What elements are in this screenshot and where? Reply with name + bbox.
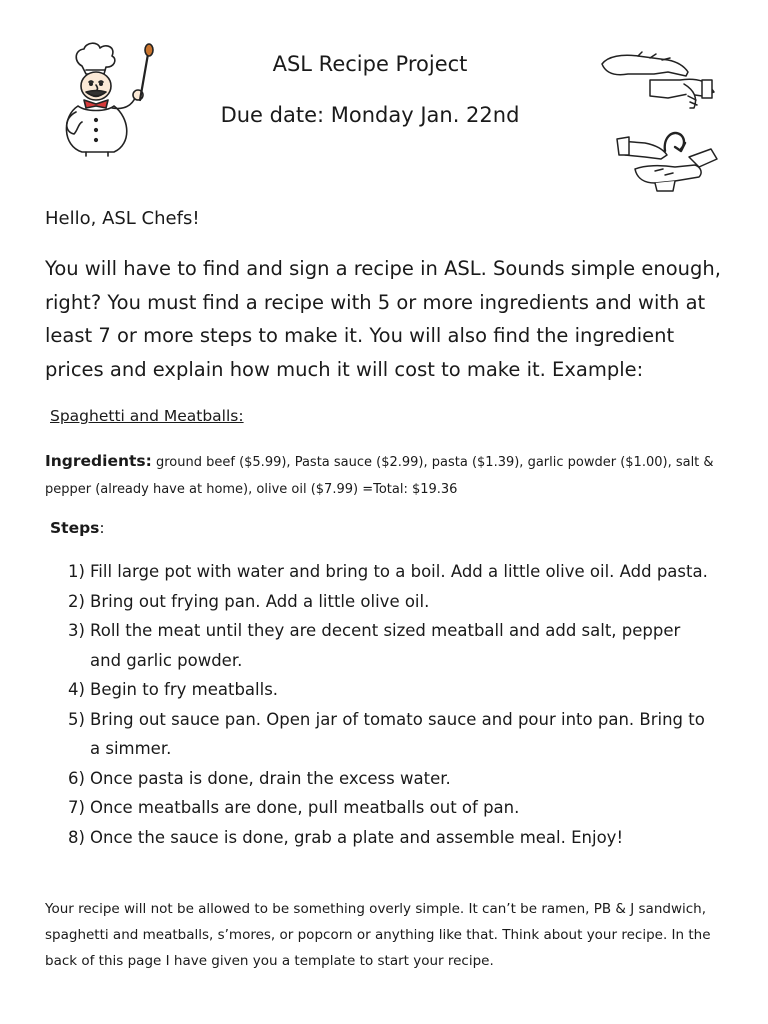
list-item <box>0 616 710 675</box>
list-item <box>0 587 710 617</box>
steps-heading <box>50 517 105 539</box>
list-item <box>0 823 710 853</box>
ingredients-text: ground beef ($5.99), Pasta sauce ($2.99), pasta ($1.39), garlic powder ($1.00), salt & pepper (already have at home), olive oil ($7.99) =Total: $19.36 <box>45 455 714 497</box>
step-number: 3) <box>68 621 85 640</box>
list-item <box>0 764 710 794</box>
step-number: 2) <box>68 591 85 611</box>
step-number: 5) <box>68 709 85 729</box>
step-number: 4) <box>68 680 85 699</box>
step-text: Once meatballs are done, pull meatballs out of pan. <box>90 798 520 817</box>
step-text: Begin to fry meatballs. <box>90 680 279 699</box>
list-item <box>0 675 710 705</box>
example-recipe-title: Spaghetti and Meatballs: <box>50 407 244 425</box>
ingredients-label: Ingredients: <box>45 452 152 470</box>
step-text: Once pasta is done, drain the excess water. <box>90 768 451 788</box>
step-number: 6) <box>68 768 85 788</box>
footer-note: Your recipe will not be allowed to be something overly simple. It can’t be ramen, PB & J sandwich, spaghetti and meatballs, s’mores, or popcorn or anything like that. Think about your recipe. In the back of this page I have given you a template to start your recipe. <box>45 901 711 969</box>
step-number: 7) <box>68 798 85 817</box>
asl-sign-hands-illustration <box>598 50 718 112</box>
intro-paragraph: You will have to find and sign a recipe in ASL. Sounds simple enough, right? You must find a recipe with 5 or more ingredients and with at least 7 or more steps to make it. You will also find the ingredient prices and explain how much it will cost to make it. Example: <box>45 257 721 381</box>
steps-label: Steps <box>50 519 100 537</box>
greeting: Hello, ASL Chefs! <box>45 208 200 229</box>
step-number: 1) <box>68 562 85 581</box>
step-text: Roll the meat until they are decent sized meatball and add salt, pepper and garlic powder. <box>90 621 681 670</box>
step-text: Bring out sauce pan. Open jar of tomato sauce and pour into pan. Bring to a simmer. <box>90 709 705 758</box>
steps-list <box>0 557 768 852</box>
due-date: Due date: Monday Jan. 22nd <box>220 103 520 127</box>
page-title: ASL Recipe Project <box>272 52 468 76</box>
ingredients-section <box>45 448 745 503</box>
step-number: 8) <box>68 827 85 847</box>
list-item <box>0 793 710 823</box>
step-text: Bring out frying pan. Add a little olive oil. <box>90 591 430 611</box>
chef-illustration <box>52 40 170 158</box>
list-item <box>0 557 710 587</box>
step-text: Once the sauce is done, grab a plate and assemble meal. Enjoy! <box>90 827 624 847</box>
asl-sign-hands-arrow-illustration <box>615 125 720 195</box>
step-text: Fill large pot with water and bring to a boil. Add a little olive oil. Add pasta. <box>90 562 708 581</box>
list-item <box>0 705 710 764</box>
steps-colon: : <box>99 519 105 537</box>
